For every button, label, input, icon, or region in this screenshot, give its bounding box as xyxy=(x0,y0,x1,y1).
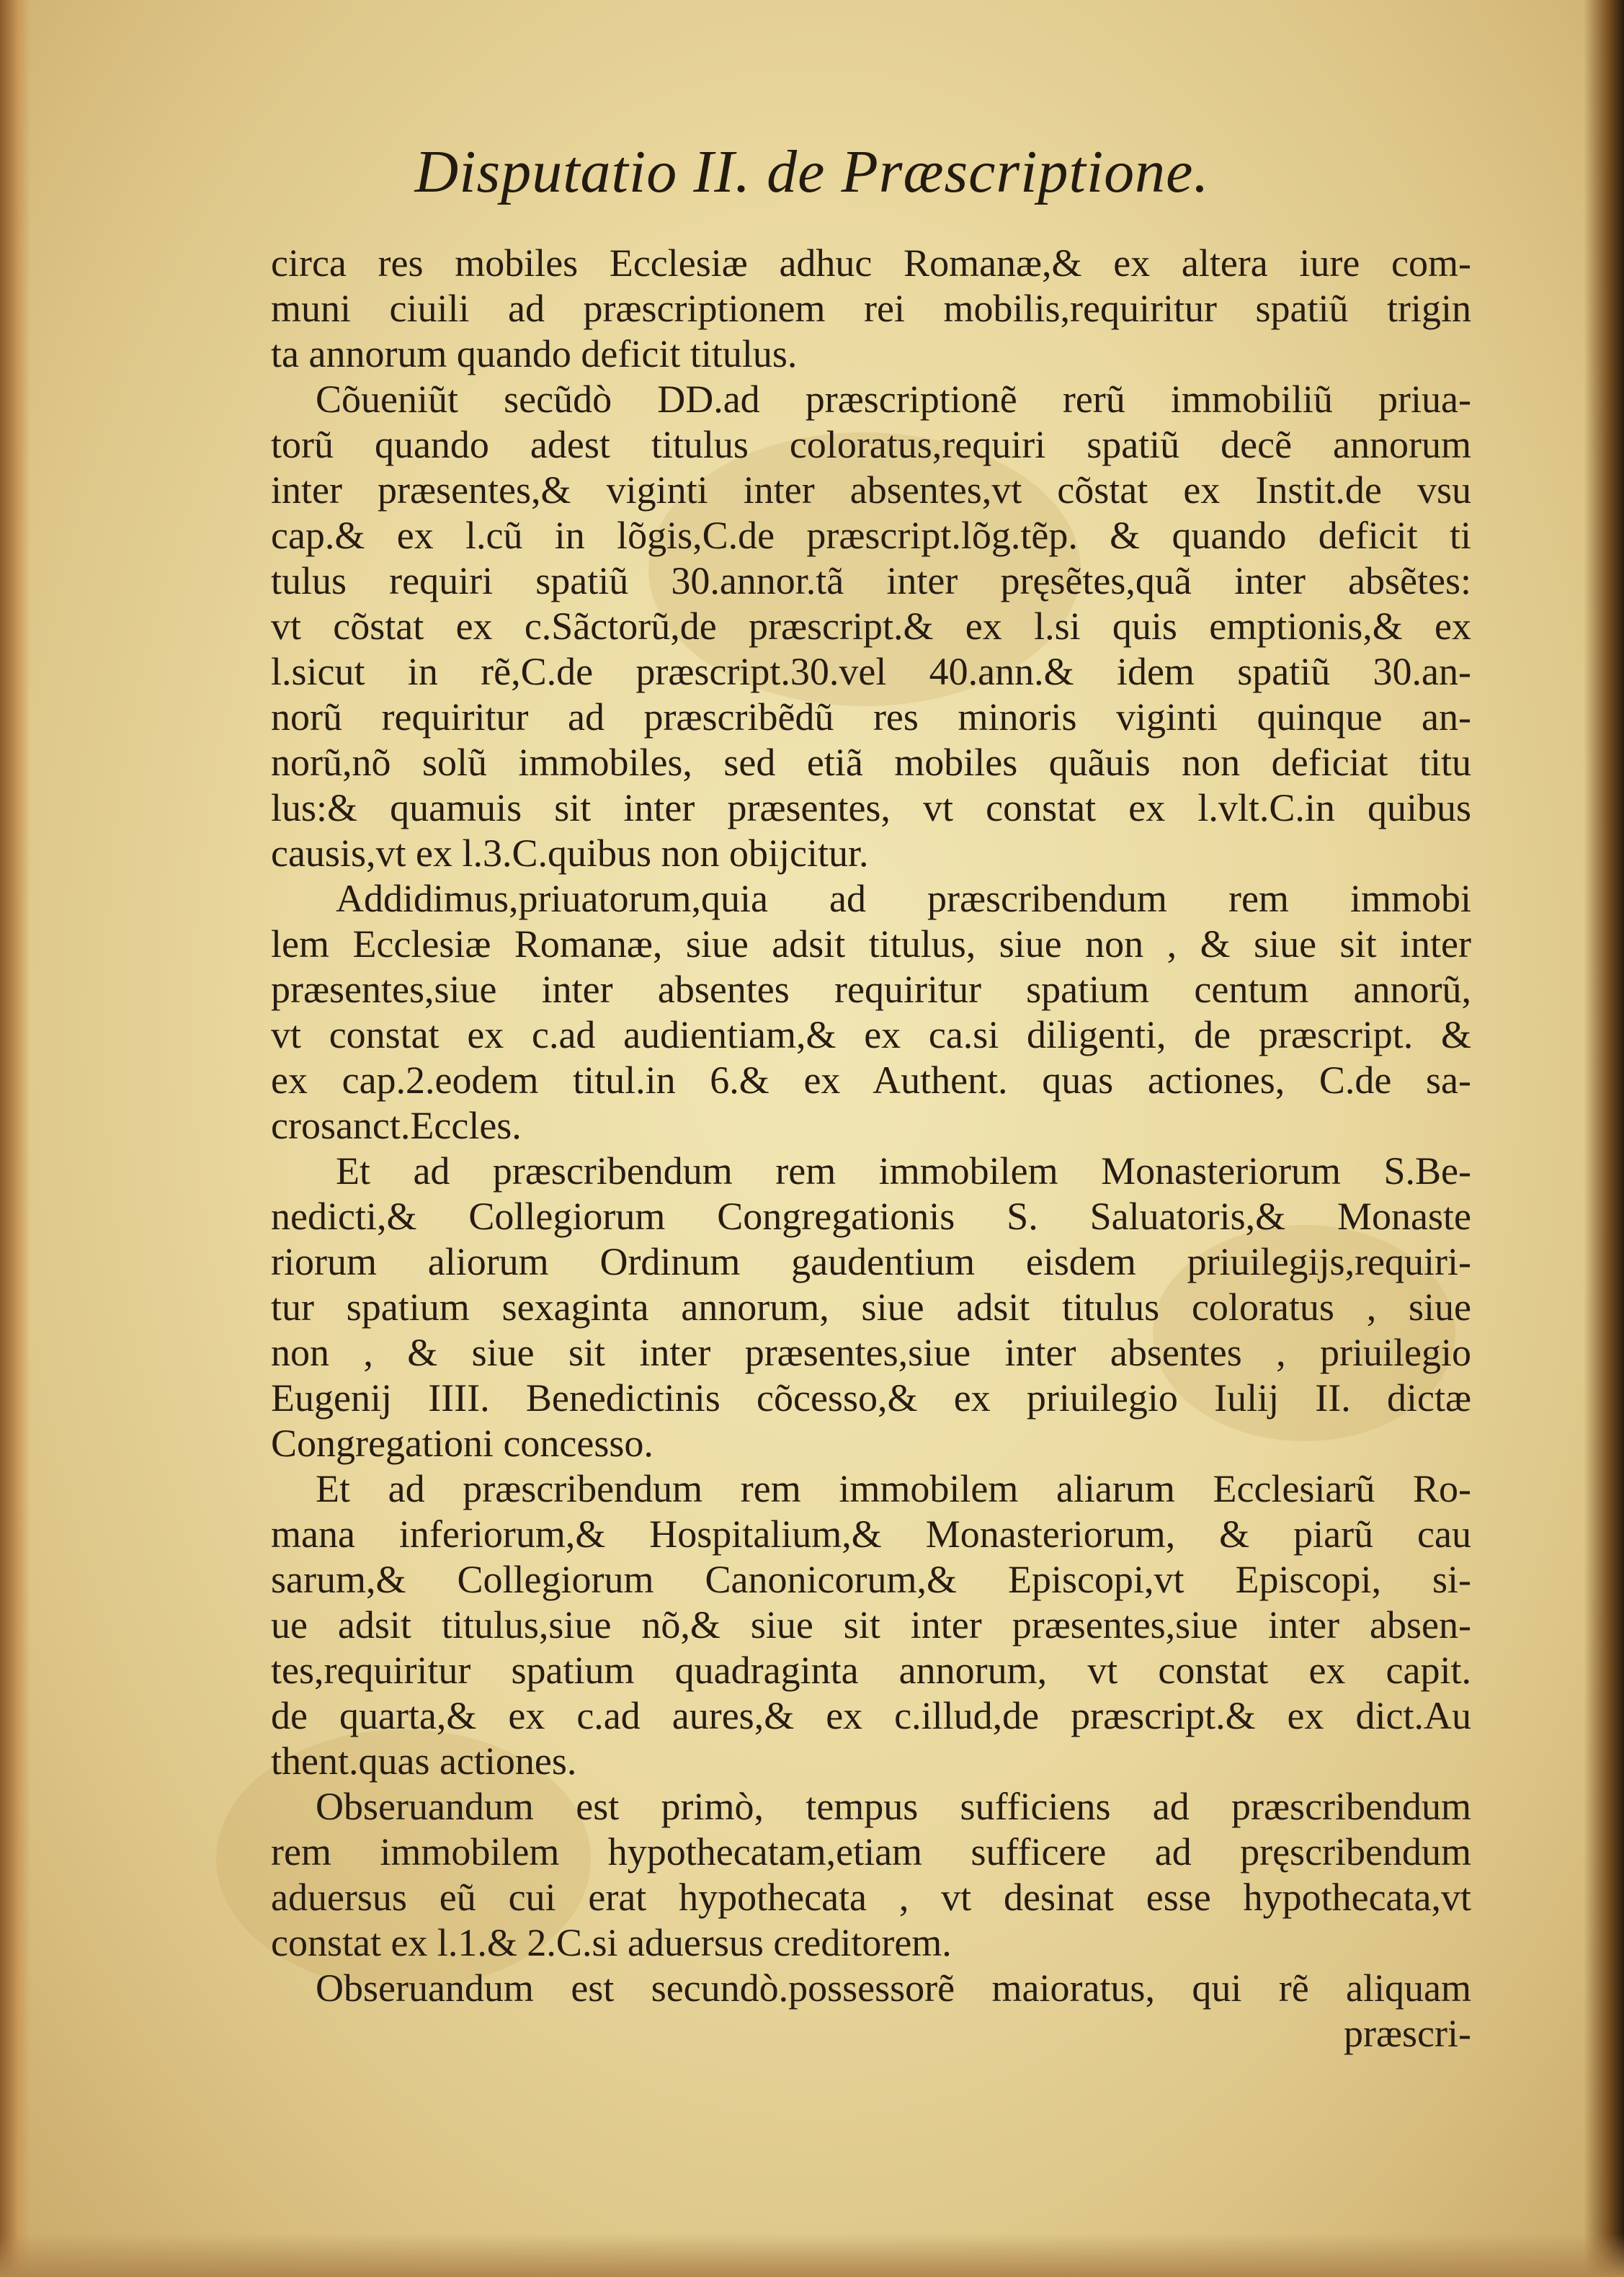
text-line: lem Ecclesiæ Romanæ, siue adsit titulus, siue non , & siue sit inter xyxy=(271,922,1471,966)
text-line: Et ad præscribendum rem immobilem Monasteriorum S.Be- xyxy=(336,1149,1471,1193)
text-line: constat ex l.1.& 2.C.si aduersus creditorem. xyxy=(271,1921,952,1964)
text-line: sarum,& Collegiorum Canonicorum,& Episcopi,vt Episcopi, si- xyxy=(271,1558,1471,1601)
text-line: tes,requiritur spatium quadraginta annorum, vt constat ex capit. xyxy=(271,1649,1471,1692)
running-head: Disputatio II. de Præscriptione. xyxy=(414,138,1210,205)
text-line: Eugenij IIII. Benedictinis cõcesso,& ex priuilegio Iulij II. dictæ xyxy=(271,1376,1471,1420)
text-line: circa res mobiles Ecclesiæ adhuc Romanæ,& ex altera iure com- xyxy=(271,241,1471,285)
text-line: non , & siue sit inter præsentes,siue inter absentes , priuilegio xyxy=(271,1331,1471,1374)
text-line: crosanct.Eccles. xyxy=(271,1104,522,1147)
text-line: Obseruandum est primò, tempus sufficiens ad præscribendum xyxy=(316,1785,1471,1828)
text-line: lus:& quamuis sit inter præsentes, vt constat ex l.vlt.C.in quibus xyxy=(271,786,1471,829)
text-line: norũ,nõ solũ immobiles, sed etiã mobiles quãuis non deficiat titu xyxy=(271,741,1471,784)
text-line: Congregationi concesso. xyxy=(271,1422,653,1465)
text-line: nedicti,& Collegiorum Congregationis S. Saluatoris,& Monaste xyxy=(271,1195,1471,1238)
text-line: Et ad præscribendum rem immobilem aliarum Ecclesiarũ Ro- xyxy=(316,1467,1471,1510)
text-line: causis,vt ex l.3.C.quibus non obijcitur. xyxy=(271,832,869,875)
text-line: Cõueniũt secũdò DD.ad præscriptionẽ rerũ immobiliũ priua- xyxy=(316,378,1471,421)
text-line: norũ requiritur ad præscribẽdũ res minoris viginti quinque an- xyxy=(271,695,1471,739)
text-line: muni ciuili ad præscriptionem rei mobilis,requiritur spatiũ trigin xyxy=(271,287,1471,330)
text-line: thent.quas actiones. xyxy=(271,1739,577,1783)
text-line: riorum aliorum Ordinum gaudentium eisdem priuilegijs,requiri- xyxy=(271,1240,1471,1283)
text-line: torũ quando adest titulus coloratus,requiri spatiũ decẽ annorum xyxy=(271,423,1471,466)
text-line: Addidimus,priuatorum,quia ad præscribendum rem immobi xyxy=(336,877,1471,920)
text-line: inter præsentes,& viginti inter absentes,vt cõstat ex Instit.de vsu xyxy=(271,468,1471,512)
text-line: de quarta,& ex c.ad aures,& ex c.illud,de præscript.& ex dict.Au xyxy=(271,1694,1471,1737)
text-line: l.sicut in rẽ,C.de præscript.30.vel 40.ann.& idem spatiũ 30.an- xyxy=(271,650,1471,693)
text-line: ue adsit titulus,siue nõ,& siue sit inter præsentes,siue inter absen- xyxy=(271,1603,1471,1647)
text-line: tur spatium sexaginta annorum, siue adsit titulus coloratus , siue xyxy=(271,1285,1471,1329)
text-line: vt constat ex c.ad audientiam,& ex ca.si diligenti, de præscript. & xyxy=(271,1013,1471,1056)
text-line: mana inferiorum,& Hospitalium,& Monasteriorum, & piarũ cau xyxy=(271,1512,1471,1556)
text-line: ex cap.2.eodem titul.in 6.& ex Authent. quas actiones, C.de sa- xyxy=(271,1059,1471,1102)
catchword: præscri- xyxy=(1344,2012,1471,2055)
page-edge-bottom xyxy=(0,2234,1624,2277)
text-line: vt cõstat ex c.Sãctorũ,de præscript.& ex l.si quis emptionis,& ex xyxy=(271,605,1471,648)
body-text xyxy=(271,241,1471,2057)
text-line: tulus requiri spatiũ 30.annor.tã inter pręsẽtes,quã inter absẽtes: xyxy=(271,559,1471,602)
page-edge-right xyxy=(1584,0,1624,2277)
text-line: rem immobilem hypothecatam,etiam sufficere ad pręscribendum xyxy=(271,1830,1471,1873)
text-line: Obseruandum est secundò.possessorẽ maioratus, qui rẽ aliquam xyxy=(316,1966,1471,2010)
page-edge-left xyxy=(0,0,30,2277)
text-line: præsentes,siue inter absentes requiritur spatium centum annorũ, xyxy=(271,968,1471,1011)
text-line: ta annorum quando deficit titulus. xyxy=(271,332,798,375)
text-line: aduersus eũ cui erat hypothecata , vt desinat esse hypothecata,vt xyxy=(271,1876,1471,1919)
text-line: cap.& ex l.cũ in lõgis,C.de præscript.lõg.tẽp. & quando deficit ti xyxy=(271,514,1471,557)
